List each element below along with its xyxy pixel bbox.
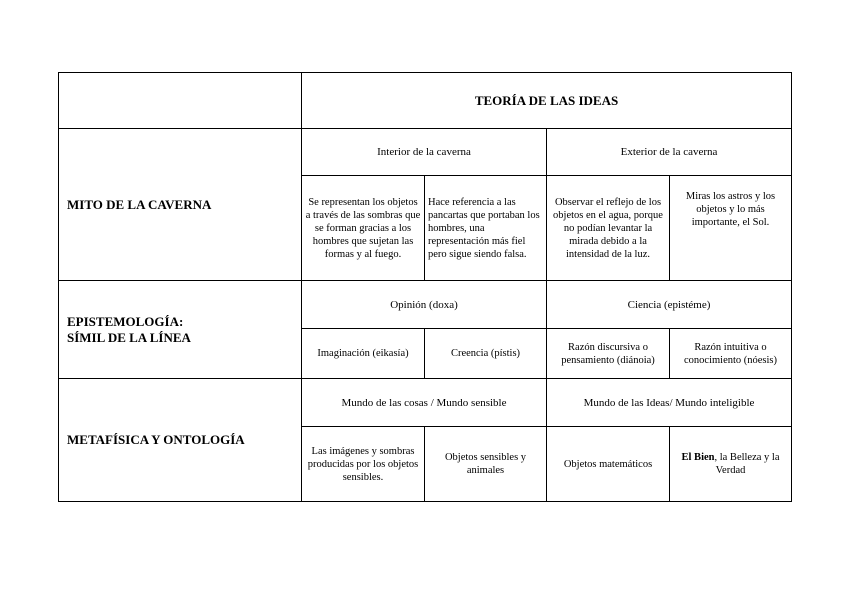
epist-cell-razon-discursiva: Razón discursiva o pensamiento (diánoia): [547, 329, 670, 379]
row-label-mito: MITO DE LA CAVERNA: [59, 129, 302, 281]
mito-cell-reflejo: Observar el reflejo de los objetos en el agua, porque no podían levantar la mirada debido a la intensidad de la luz.: [547, 176, 670, 281]
corner-cell: [59, 73, 302, 129]
el-bien-rest: , la Belleza y la Verdad: [714, 452, 780, 476]
epist-cell-creencia: Creencia (pístis): [425, 329, 547, 379]
row-label-metafisica: METAFÍSICA Y ONTOLOGÍA: [59, 379, 302, 502]
table-title: TEORÍA DE LAS IDEAS: [302, 73, 792, 129]
interior-caverna-header: Interior de la caverna: [302, 129, 547, 176]
row-label-epistemologia: EPISTEMOLOGÍA: SÍMIL DE LA LÍNEA: [59, 281, 302, 379]
mundo-sensible-header: Mundo de las cosas / Mundo sensible: [302, 379, 547, 427]
el-bien-bold: El Bien: [681, 452, 715, 463]
mito-cell-sombras: Se representan los objetos a través de las sombras que se forman gracias a los hombres que sujetan las formas y al fuego.: [302, 176, 425, 281]
mito-cell-astros: Miras los astros y los objetos y lo más importante, el Sol.: [670, 176, 792, 281]
epist-cell-razon-intuitiva: Razón intuitiva o conocimiento (nóesis): [670, 329, 792, 379]
meta-cell-objetos-matematicos: Objetos matemáticos: [547, 427, 670, 502]
epist-cell-imaginacion: Imaginación (eikasía): [302, 329, 425, 379]
meta-cell-imagenes: Las imágenes y sombras producidas por los objetos sensibles.: [302, 427, 425, 502]
ideas-table: [58, 72, 792, 502]
opinion-header: Opinión (doxa): [302, 281, 547, 329]
meta-cell-objetos-sensibles: Objetos sensibles y animales: [425, 427, 547, 502]
ciencia-header: Ciencia (epistéme): [547, 281, 792, 329]
mundo-inteligible-header: Mundo de las Ideas/ Mundo inteligible: [547, 379, 792, 427]
exterior-caverna-header: Exterior de la caverna: [547, 129, 792, 176]
mito-cell-pancartas: Hace referencia a las pancartas que portaban los hombres, una representación más fiel pero sigue siendo falsa.: [425, 176, 547, 281]
meta-cell-el-bien: [670, 427, 792, 502]
